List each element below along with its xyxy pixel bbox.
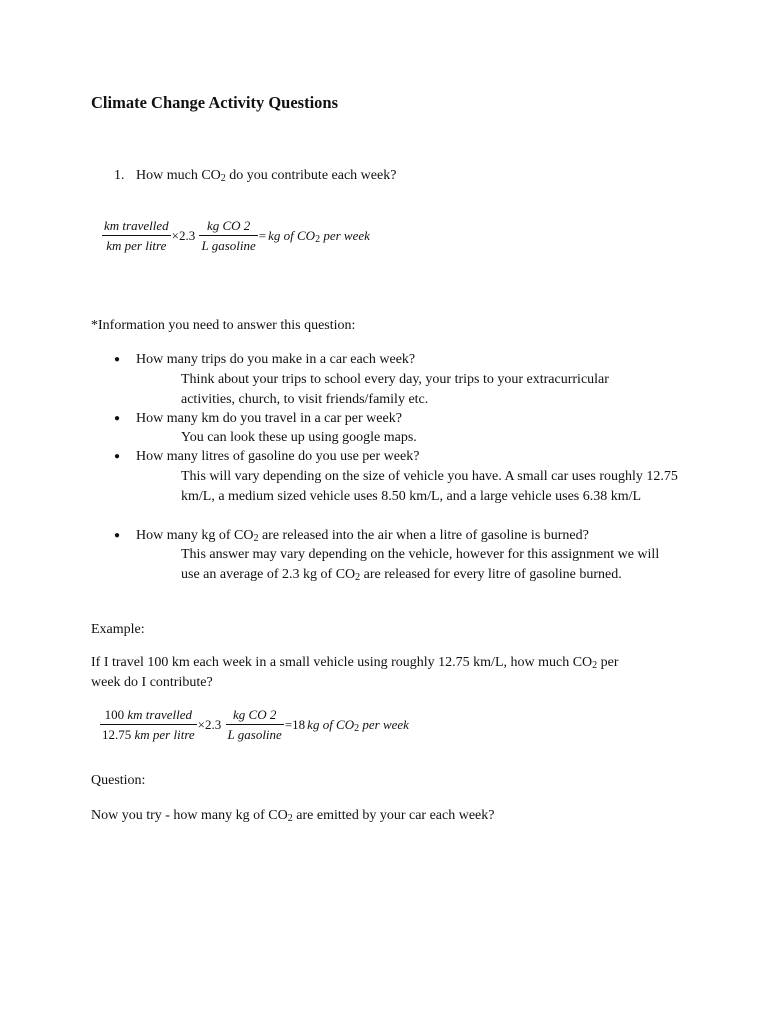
fraction-denominator: L gasoline [201,238,256,253]
question-text: Now you try - how many kg of $CO_2$ are emitted by your car each week? [91,808,495,824]
bullet-detail: You can look these up using google maps. [181,430,417,445]
fraction-denominator: 12.75 km per litre [102,727,195,742]
question-1-text: How much $CO_2$ do you contribute each week? [136,168,397,184]
fraction-numerator: km travelled [102,217,171,236]
fraction-numerator: kg CO 2 [199,217,257,236]
bullet-detail: This answer may vary depending on the vehicle, however for this assignment we will use an average of 2.3 kg of $CO_2$ are released for every litre of gasoline burned. [181,547,660,583]
fraction-numerator: kg CO 2 [226,706,284,725]
formula-result: kg of $CO_2$ per week [307,716,409,734]
fraction-kg [226,706,284,743]
fraction-kg [199,217,257,254]
example-text: If I travel 100 km each week in a small vehicle using roughly 12.75 km/L, how much $CO_2$ per week do I contribute? [91,655,619,690]
bullet-icon: ● [114,530,121,541]
bullet-detail: This will vary depending on the size of vehicle you have. A small car uses roughly 12.75 km/L, a medium sized vehicle uses 8.50 km/L, and a large vehicle uses 6.38 km/L [181,469,678,504]
example-label: Example: [91,622,145,637]
formula-result: kg of $CO_2$ per week [268,227,370,245]
fraction-denominator: km per litre [106,238,167,253]
formula-co2-per-week [102,217,371,254]
bullet-question: How many trips do you make in a car each week? [136,352,416,367]
fraction-km [100,706,197,743]
bullet-detail: Think about your trips to school every day, your trips to your extracurricular activities, church, to visit friends/family etc. [181,372,609,407]
question-label: Question: [91,773,146,788]
bullet-icon: ● [114,413,121,424]
bullet-question: How many km do you travel in a car per week? [136,411,402,426]
question-1-number: 1. [114,168,125,183]
fraction-numerator: 100 km travelled [100,706,197,725]
fraction-denominator: L gasoline [227,727,282,742]
info-heading: *Information you need to answer this question: [91,318,356,333]
equals-result: =18 [284,716,306,732]
document-title: Climate Change Activity Questions [91,93,339,112]
fraction-km [102,217,171,254]
multiply-factor: ×2.3 [171,227,196,243]
equals-sign: = [258,227,267,243]
multiply-factor: ×2.3 [197,716,222,732]
bullet-icon: ● [114,451,121,462]
bullet-question: How many kg of $CO_2$ are released into the air when a litre of gasoline is burned? [136,528,589,544]
bullet-question: How many litres of gasoline do you use per week? [136,449,420,464]
formula-example [100,706,410,743]
bullet-icon: ● [114,354,121,365]
